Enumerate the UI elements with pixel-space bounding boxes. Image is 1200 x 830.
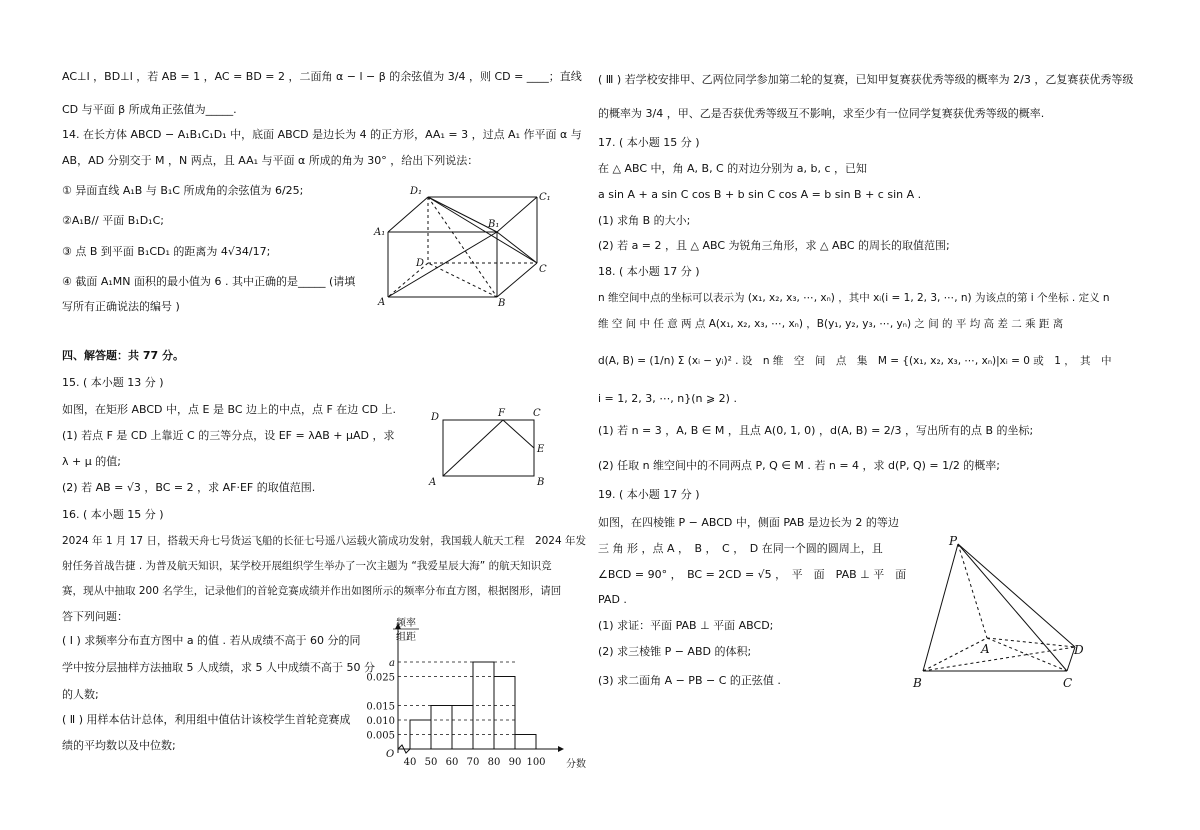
label-b: B [537, 477, 545, 488]
text-line: ( Ⅱ ) 用样本估计总体，利用组中值估计该校学生首轮竞赛成 [62, 713, 351, 726]
statement-2: ②A₁B// 平面 B₁D₁C; [62, 214, 164, 227]
text-line: 答下列问题： [62, 610, 128, 623]
text-line: AB，AD 分别交于 M ，N 两点，且 AA₁ 与平面 α 所成的角为 30° ，给出下列说法： [62, 154, 479, 167]
text-line: ∠BCD = 90° ， BC = 2CD = √5 ， 平 面 PAB ⊥ 平 面 [598, 568, 907, 581]
label-b: B [913, 676, 922, 690]
text-line: 的概率为 3/4 ，甲、乙是否获优秀等级互不影响，求至少有一位同学复赛获优秀等级的概率. [598, 107, 1045, 120]
bar-60-70 [452, 706, 473, 750]
pyramid-figure [905, 530, 1095, 695]
problem-16: 16. ( 本小题 15 分 ) [62, 508, 164, 521]
label-a: A [981, 642, 990, 656]
text-line: PAD . [598, 593, 627, 606]
text-line: 维 空 间 中 任 意 两 点 A(x₁, x₂, x₃, ⋯, xₙ) ，B(y₁, y₂, y₃, ⋯, yₙ) 之 间 的 平 均 高 差 二 乘 距 离 [598, 318, 1064, 330]
label-b: B [498, 298, 506, 309]
problem-19: 19. ( 本小题 17 分 ) [598, 488, 700, 501]
y-tick-label: 0.010 [366, 716, 395, 727]
problem-17: 17. ( 本小题 15 分 ) [598, 136, 700, 149]
statement-1: ① 异面直线 A₁B 与 B₁C 所成角的余弦值为 6/25; [62, 184, 304, 197]
equation-line: a sin A + a sin C cos B + b sin C cos A = b sin B + c sin A . [598, 188, 922, 201]
x-tick-label: 80 [487, 757, 501, 768]
bar-80-90 [494, 677, 515, 750]
x-tick-label: 90 [508, 757, 522, 768]
text-line: 如图，在四棱锥 P − ABCD 中，侧面 PAB 是边长为 2 的等边 [598, 516, 899, 529]
label-p: P [949, 534, 958, 548]
label-d: D [1074, 643, 1084, 657]
text-line: (1) 求证：平面 PAB ⊥ 平面 ABCD; [598, 619, 774, 632]
text-line: (2) 任取 n 维空间中的不同两点 P, Q ∈ M . 若 n = 4 ，求 d(P, Q) = 1/2 的概率; [598, 459, 1001, 472]
x-tick-label: 70 [466, 757, 480, 768]
text-line: i = 1, 2, 3, ⋯, n}(n ⩾ 2) . [598, 392, 737, 405]
x-tick-label: 60 [445, 757, 459, 768]
text-line: 写所有正确说法的编号 ) [62, 300, 180, 313]
cuboid-figure [372, 180, 562, 310]
section-heading: 四、解答题：共 77 分。 [62, 349, 184, 362]
text-line: 赛，现从中抽取 200 名学生，记录他们的首轮竞赛成绩并作出如图所示的频率分布直方图，根据图形，请回 [62, 585, 562, 597]
label-c: C [533, 408, 541, 419]
text-line: (2) 求三棱锥 P − ABD 的体积; [598, 645, 752, 658]
text-line: λ + μ 的值; [62, 455, 121, 468]
statement-4: ④ 截面 A₁MN 面积的最小值为 6 . 其中正确的是_____ (请填 [62, 275, 356, 288]
label-c1: C₁ [539, 192, 551, 203]
x-tick-label: 50 [424, 757, 438, 768]
label-c: C [539, 264, 547, 275]
text-line: (1) 若点 F 是 CD 上靠近 C 的三等分点，设 EF = λAB + μAD ，求 [62, 429, 395, 442]
text-line: 2024 年 1 月 17 日，搭载天舟七号货运飞船的长征七号遥八运载火箭成功发射，我国载人航天工程 2024 年发 [62, 535, 587, 547]
text-line: 在 △ ABC 中，角 A, B, C 的对边分别为 a, b, c ，已知 [598, 162, 867, 175]
problem-18: 18. ( 本小题 17 分 ) [598, 265, 700, 278]
bar-90-100 [515, 735, 536, 750]
text-line: (2) 若 AB = √3 ，BC = 2 ，求 AF·EF 的取值范围. [62, 481, 316, 494]
y-tick-label: 0.015 [366, 701, 395, 713]
problem-14: 14. 在长方体 ABCD − A₁B₁C₁D₁ 中，底面 ABCD 是边长为 4 的正方形，AA₁ = 3 ，过点 A₁ 作平面 α 与 [62, 128, 582, 141]
origin-label: O [386, 749, 395, 760]
label-a: A [378, 297, 386, 308]
frequency-histogram [360, 615, 586, 775]
text-line: 的人数; [62, 688, 99, 701]
label-e: E [537, 444, 545, 455]
text-line: (2) 若 a = 2 ，且 △ ABC 为锐角三角形，求 △ ABC 的周长的取值范围; [598, 239, 950, 252]
text-line: 如图，在矩形 ABCD 中，点 E 是 BC 边上的中点，点 F 在边 CD 上. [62, 403, 396, 416]
text-line: (1) 求角 B 的大小; [598, 214, 691, 227]
text-line: (3) 求二面角 A − PB − C 的正弦值 . [598, 674, 781, 687]
text-line: 学中按分层抽样方法抽取 5 人成绩，求 5 人中成绩不高于 50 分 [62, 661, 375, 674]
ylabel-top: 频率 [396, 618, 416, 629]
text-line: AC⊥l ，BD⊥l ，若 AB = 1 ，AC = BD = 2 ，二面角 α − l − β 的余弦值为 3/4 ，则 CD = ____；直线 [62, 70, 582, 83]
text-line: (1) 若 n = 3 ，A, B ∈ M ，且点 A(0, 1, 0) ，d(A, B) = 2/3 ，写出所有的点 B 的坐标; [598, 424, 1034, 437]
xlabel: 分数 [566, 759, 586, 770]
x-tick-label: 40 [403, 757, 417, 768]
label-b1: B₁ [488, 219, 500, 230]
text-line: CD 与平面 β 所成角正弦值为_____. [62, 103, 237, 116]
text-line: 绩的平均数以及中位数; [62, 739, 176, 752]
bar-50-60 [431, 706, 452, 750]
y-tick-label: 0.025 [366, 672, 395, 684]
y-tick-label: 0.005 [366, 730, 395, 742]
label-d: D [416, 258, 425, 269]
text-line: ( Ⅰ ) 求频率分布直方图中 a 的值 . 若从成绩不高于 60 分的同 [62, 634, 361, 647]
text-line: 三 角 形 ，点 A ， B ， C ， D 在同一个圆的圆周上，且 [598, 542, 883, 555]
text-line: ( Ⅲ ) 若学校安排甲、乙两位同学参加第二轮的复赛，已知甲复赛获优秀等级的概率为 2/3 ，乙复赛获优秀等级 [598, 73, 1134, 86]
x-axis-arrow [558, 746, 564, 752]
problem-15: 15. ( 本小题 13 分 ) [62, 376, 164, 389]
label-d: D [431, 412, 440, 423]
text-line: 射任务首战告捷 . 为普及航天知识，某学校开展组织学生举办了一次主题为 “我爱星辰大海” 的航天知识竞 [62, 560, 552, 572]
y-tick-label: a [389, 658, 395, 669]
rectangle-figure [425, 405, 555, 490]
label-a: A [429, 477, 437, 488]
statement-3: ③ 点 B 到平面 B₁CD₁ 的距离为 4√34/17; [62, 245, 271, 258]
x-tick-label: 100 [526, 757, 546, 768]
label-a1: A₁ [374, 227, 386, 238]
label-d1: D₁ [410, 186, 423, 197]
definition-line: d(A, B) = (1/n) Σ (xᵢ − yᵢ)² . 设 n 维 空 间 点 集 M = {(x₁, x₂, x₃, ⋯, xₙ)|xᵢ = 0 或 1 ， 其 中 [598, 355, 1112, 367]
label-c: C [1063, 676, 1073, 690]
ylabel-bottom: 组距 [396, 632, 416, 643]
text-line: n 维空间中点的坐标可以表示为 (x₁, x₂, x₃, ⋯, xₙ) ，其中 xᵢ(i = 1, 2, 3, ⋯, n) 为该点的第 i 个坐标 . 定义 n [598, 292, 1110, 304]
bar-40-50 [410, 720, 431, 749]
label-f: F [498, 408, 505, 419]
